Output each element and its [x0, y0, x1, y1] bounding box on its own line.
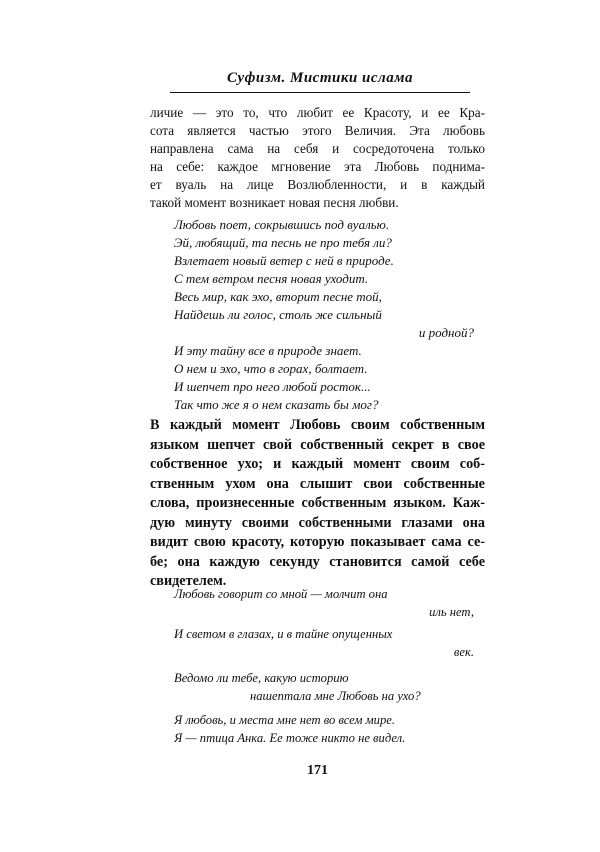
text-line: на себе: каждое мгновение эта Любовь поднима-	[150, 159, 485, 174]
poem-line: Любовь говорит со мной — молчит она	[174, 587, 388, 601]
text-line: бе; она каждую секунду становится самой себе	[150, 553, 485, 570]
text-line: дую минуту своими собственными глазами она	[150, 514, 485, 531]
poem-line: и родной?	[418, 325, 474, 340]
poem-line: век.	[453, 645, 474, 659]
text-line: сота является частью этого Величия. Эта любовь	[150, 123, 485, 138]
poem-line: И светом в глазах, и в тайне опущенных	[174, 627, 393, 641]
poem-line: Ведомо ли тебе, какую историю	[174, 671, 349, 685]
poem-line: Взлетает новый ветер с ней в природе.	[174, 253, 394, 268]
poem-line: И эту тайну все в природе знает.	[174, 343, 362, 358]
poem-line: Так что же я о нем сказать бы мог?	[174, 397, 379, 412]
poem-line: О нем и эхо, что в горах, болтает.	[174, 361, 368, 376]
running-header: Суфизм. Мистики ислама	[226, 70, 413, 86]
text-line: свидетелем.	[150, 573, 227, 589]
poem-line: иль нет,	[429, 605, 474, 619]
paragraph-1	[150, 104, 485, 212]
text-line: такой момент возникает новая песня любви.	[150, 195, 399, 210]
poem-2	[174, 585, 474, 747]
paragraph-2	[150, 416, 485, 592]
poem-line: Любовь поет, сокрывшись под вуалью.	[174, 217, 390, 232]
poem-line: Я любовь, и места мне нет во всем мире.	[174, 713, 396, 727]
text-line: языком шепчет свой собственный секрет в свое	[150, 436, 485, 453]
poem-line: Я — птица Анка. Ее тоже никто не видел.	[174, 731, 406, 745]
poem-line: Эй, любящий, та песнь не про тебя ли?	[174, 235, 392, 250]
header-rule	[170, 92, 470, 93]
poem-1	[174, 216, 474, 414]
text-line: ственным ухом она слышит свои собственные	[150, 475, 485, 492]
poem-line: С тем ветром песня новая уходит.	[174, 271, 369, 286]
text-line: слова, произнесенные собственным языком. Каж-	[150, 495, 485, 511]
text-line: личие — это то, что любит ее Красоту, и ее Кра-	[150, 105, 485, 120]
poem-line: Весь мир, как эхо, вторит песне той,	[174, 289, 382, 304]
page-number: 171	[307, 763, 328, 778]
poem-line: Найдешь ли голос, столь же сильный	[174, 307, 382, 322]
poem-line: И шепчет про него любой росток...	[174, 379, 371, 394]
text-line: видит свою красоту, которую показывает сама се-	[150, 534, 485, 550]
text-line: направлена сама на себя и сосредоточена только	[150, 141, 485, 156]
poem-line: нашептала мне Любовь на ухо?	[250, 689, 421, 703]
text-line: В каждый момент Любовь своим собственным	[150, 417, 485, 433]
text-line: собственное ухо; и каждый момент своим соб-	[150, 456, 485, 472]
text-line: ет вуаль на лице Возлюбленности, и в каждый	[150, 177, 485, 192]
